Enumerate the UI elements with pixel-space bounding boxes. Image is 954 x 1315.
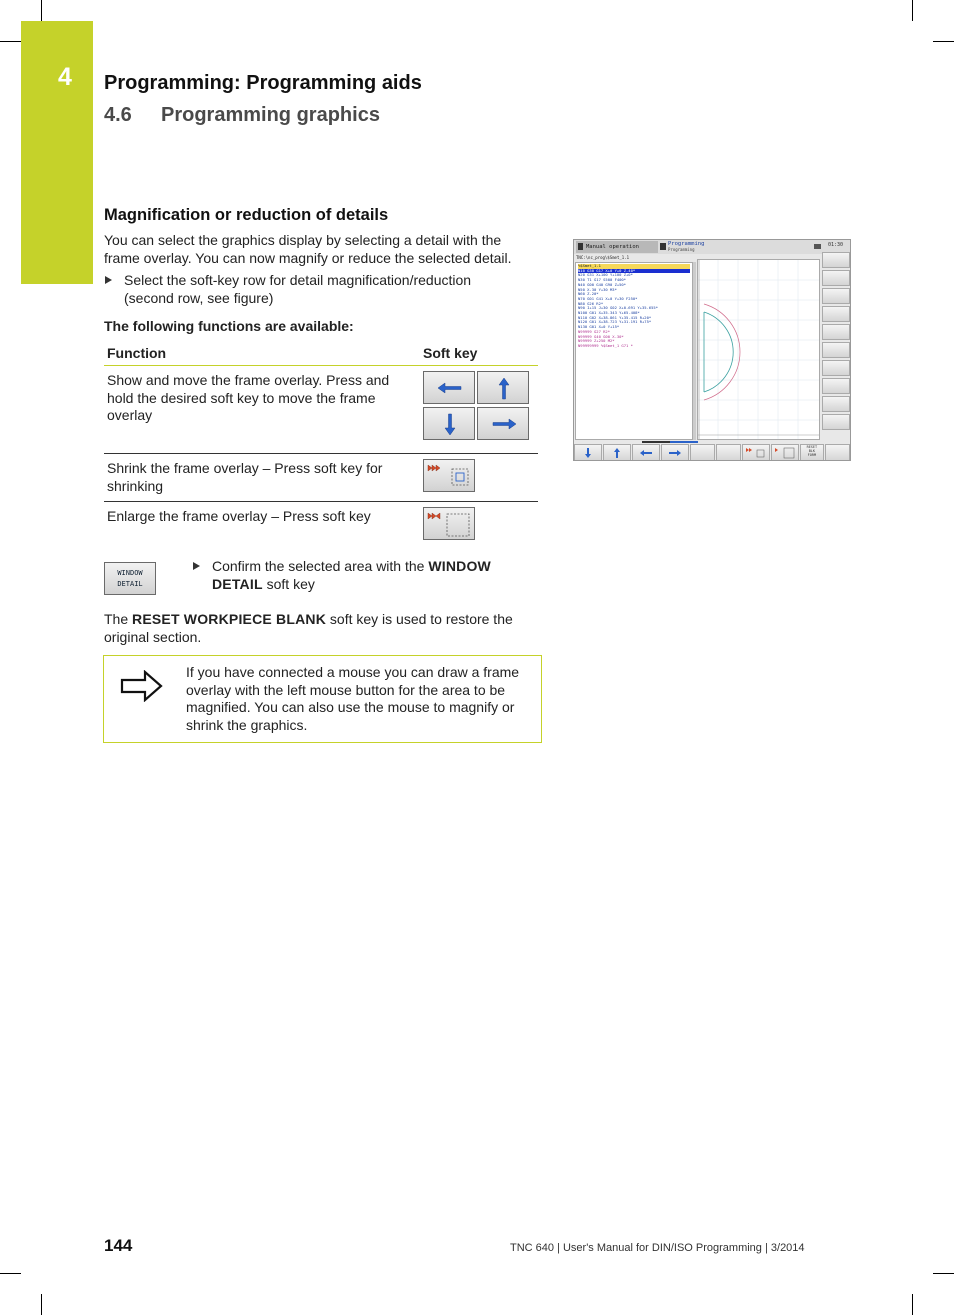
section-heading: Magnification or reduction of details [104, 206, 389, 224]
graphics-window[interactable] [697, 259, 820, 440]
vertical-softkey[interactable] [822, 414, 850, 430]
note-arrow-icon [120, 670, 164, 702]
intro-paragraph: You can select the graphics display by selecting a detail with the frame overlay. You can now magnify or reduce the selected detail. [104, 232, 512, 266]
window-detail-line2: DETAIL [117, 580, 143, 588]
vertical-softkey[interactable] [822, 252, 850, 268]
program-line[interactable]: N50 X-30 Y+30 M3* [578, 287, 617, 292]
note-box [103, 655, 542, 743]
functions-label: The following functions are available: [104, 318, 354, 334]
program-line[interactable]: N99999 G27 R2* [578, 329, 611, 334]
vertical-softkey[interactable] [822, 396, 850, 412]
window-detail-line1: WINDOW [117, 569, 143, 577]
screen-softkey-reset-blk-form[interactable] [800, 444, 825, 461]
shrink-frame-icon [743, 445, 769, 461]
table-row [104, 454, 538, 502]
col-header-softkey: Soft key [420, 340, 538, 366]
reset-key-line2: BLK [808, 449, 816, 453]
function-shrink-frame: Shrink the frame overlay – Press soft key for shrinking [104, 454, 420, 502]
softkey-row-indicator-active [670, 441, 698, 443]
program-line[interactable]: N130 G01 X+0 Y+15* [578, 325, 620, 330]
screen-softkey-empty[interactable] [690, 444, 715, 461]
horizontal-softkeys [574, 444, 850, 461]
confirm-key: WINDOW DETAIL [212, 558, 491, 592]
mode-programming [660, 241, 800, 253]
program-scrollbar[interactable] [693, 262, 696, 440]
bullet-text: Select the soft-key row for detail magnification/reduction (second row, see figure) [124, 272, 472, 306]
tnc-screenshot [573, 239, 851, 461]
program-line[interactable]: N60 Z-20* [578, 292, 599, 297]
program-line[interactable]: N70 G01 G41 X+0 Y+30 F250* [578, 296, 638, 301]
arrow-up-icon [604, 445, 630, 461]
arrow-left-icon [633, 445, 659, 461]
program-line[interactable]: N120 G01 X+38.723 Y+31.191 R+75* [578, 320, 652, 325]
program-line[interactable]: N30 T1 G17 S500 F400* [578, 278, 627, 283]
softkey-enlarge-frame[interactable] [423, 507, 475, 540]
note-text: If you have connected a mouse you can draw a frame overlay with the left mouse button for the area to be magnified. You can also use the mouse to magnify or shrink the graphics. [186, 664, 520, 733]
program-listing [575, 262, 693, 440]
arrow-right-icon [478, 408, 530, 441]
crop-mark [933, 41, 954, 42]
enlarge-frame-icon [424, 508, 476, 541]
clock: 01:30 [828, 242, 844, 248]
arrow-down-icon [575, 445, 601, 461]
screen-softkey-left[interactable] [632, 444, 660, 461]
program-line[interactable]: N40 G00 G40 G90 Z+50* [578, 282, 627, 287]
program-line[interactable]: N99999 Z+250 M2* [578, 339, 615, 344]
softkey-arrow-up[interactable] [477, 371, 529, 404]
screen-softkey-up[interactable] [603, 444, 631, 461]
contour-graphic [698, 260, 819, 439]
arrow-right-icon [662, 445, 688, 461]
softkey-arrow-left[interactable] [423, 371, 475, 404]
mode-manual-label: Manual operation [586, 244, 639, 250]
table-row [104, 366, 538, 454]
chapter-title: Programming: Programming aids [104, 72, 422, 94]
program-line[interactable]: %$Smet_1.1 [578, 264, 690, 269]
screen-softkey-right[interactable] [661, 444, 689, 461]
function-move-frame: Show and move the frame overlay. Press and hold the desired soft key to move the frame overlay [104, 366, 420, 454]
program-line[interactable]: N100 G01 X+35.343 Y+65.408* [578, 311, 640, 316]
confirm-text-before: Confirm the selected area with the [212, 558, 429, 574]
arrow-down-icon [424, 408, 476, 441]
chapter-number: 4 [58, 63, 72, 91]
crop-mark [0, 41, 21, 42]
functions-table [104, 340, 538, 549]
program-line[interactable]: N20 G31 X+100 Y+100 Z+0* [578, 273, 633, 278]
vertical-softkey[interactable] [822, 360, 850, 376]
enlarge-frame-icon [772, 445, 798, 461]
screen-softkey-shrink[interactable] [742, 444, 770, 461]
softkey-cell-move [420, 366, 538, 454]
softkey-shrink-frame[interactable] [423, 459, 475, 492]
crop-mark [912, 0, 913, 21]
program-line-selected[interactable]: N10 G30 G17 X+0 Y+0 Z-40* [578, 269, 690, 274]
page-number: 144 [104, 1236, 133, 1255]
program-line[interactable]: N80 G26 R2* [578, 301, 604, 306]
status-icon [814, 244, 821, 249]
screen-softkey-empty[interactable] [825, 444, 850, 461]
manual-mode-icon [578, 243, 583, 250]
program-line[interactable]: N90 I+15 J+30 G02 X+0.691 Y+35.655* [578, 306, 659, 311]
softkey-arrow-down[interactable] [423, 407, 475, 440]
reset-text-after: soft key is used to restore the original section. [104, 611, 513, 645]
crop-mark [933, 1273, 954, 1274]
program-line[interactable]: N99999999 %$Smet_1 G71 * [578, 343, 633, 348]
arrow-left-icon [424, 372, 476, 405]
reset-paragraph [104, 611, 524, 646]
screen-mode-bar [574, 240, 850, 254]
section-number: 4.6 [104, 104, 132, 126]
bullet-triangle-icon [193, 562, 200, 570]
col-header-function: Function [104, 340, 420, 366]
program-line[interactable]: N99999 G40 G00 X-30* [578, 334, 624, 339]
softkey-cell-enlarge [420, 502, 538, 550]
program-file-path: TNC:\nc_prog\$Smet_1.1 [576, 255, 629, 260]
section-header [104, 104, 380, 127]
function-enlarge-frame: Enlarge the frame overlay – Press soft key [107, 508, 371, 524]
crop-mark [41, 0, 42, 21]
screen-softkey-enlarge[interactable] [771, 444, 799, 461]
vertical-softkey[interactable] [822, 270, 850, 286]
program-line[interactable]: N110 G02 X+38.861 Y+35.415 R+20* [578, 315, 652, 320]
mode-programming-label: Programming [668, 241, 705, 247]
window-detail-softkey[interactable] [104, 562, 156, 595]
softkey-arrow-right[interactable] [477, 407, 529, 440]
vertical-softkey[interactable] [822, 288, 850, 304]
table-row [104, 502, 538, 550]
screen-softkey-down[interactable] [574, 444, 602, 461]
crop-mark [0, 1273, 21, 1274]
reset-key-line3: FORM [807, 453, 817, 457]
confirm-text-after: soft key [262, 575, 315, 592]
vertical-softkey[interactable] [822, 324, 850, 340]
vertical-softkey[interactable] [822, 342, 850, 358]
section-title: Programming graphics [161, 104, 380, 126]
softkey-cell-shrink [420, 454, 538, 502]
mode-programming-sub: Programming [668, 247, 695, 252]
vertical-softkey[interactable] [822, 306, 850, 322]
shrink-frame-icon [424, 460, 476, 493]
reset-text-before: The [104, 611, 133, 627]
bullet-confirm [212, 558, 512, 593]
reset-key-line1: RESET [806, 445, 818, 449]
mode-manual-operation [576, 241, 658, 253]
bullet-select-row [124, 272, 524, 307]
chapter-tab [21, 21, 93, 284]
footer-reference: TNC 640 | User's Manual for DIN/ISO Programming | 3/2014 [510, 1242, 805, 1254]
table-header-row [104, 340, 538, 366]
bullet-triangle-icon [105, 276, 112, 284]
screen-softkey-empty[interactable] [716, 444, 741, 461]
reset-key: RESET WORKPIECE BLANK [132, 611, 327, 627]
crop-mark [912, 1294, 913, 1315]
vertical-softkeys [822, 252, 850, 442]
arrow-up-icon [478, 372, 530, 405]
crop-mark [41, 1294, 42, 1315]
vertical-softkey[interactable] [822, 378, 850, 394]
